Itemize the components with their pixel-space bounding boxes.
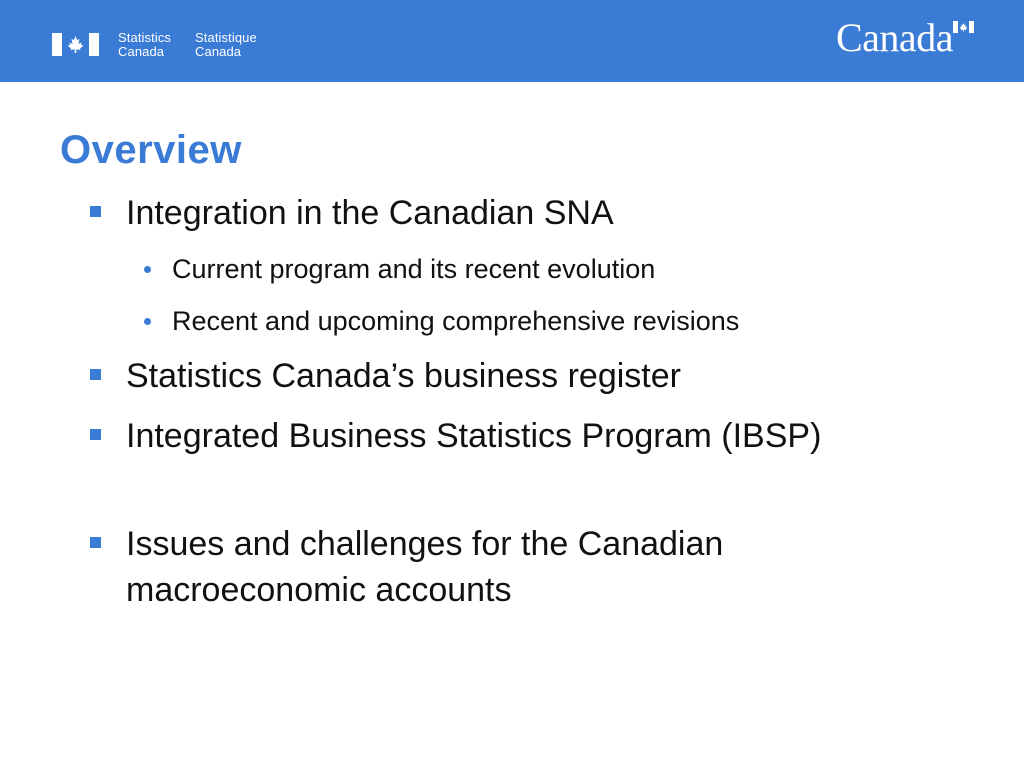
sub-bullet-item: [172, 253, 932, 285]
bullet-item: [126, 413, 846, 459]
square-bullet-icon: [90, 429, 101, 440]
round-bullet-icon: [144, 266, 151, 273]
bullet-text: Statistics Canada’s business register: [126, 357, 681, 395]
sub-bullet-text: Recent and upcoming comprehensive revisions: [172, 306, 740, 336]
bullet-item: [126, 353, 846, 399]
bullet-text: Integrated Business Statistics Program (IBSP): [126, 417, 822, 455]
canada-wordmark-text: Canada: [836, 15, 953, 60]
agency-fr-line1: Statistique: [195, 30, 257, 45]
agency-en-line1: Statistics: [118, 30, 172, 45]
bullet-text: Issues and challenges for the Canadian macroeconomic accounts: [126, 525, 724, 609]
bullet-item: [126, 521, 846, 613]
agency-en-line2: Canada: [118, 44, 165, 59]
slide-title: Overview: [60, 128, 242, 172]
square-bullet-icon: [90, 206, 101, 217]
sub-bullet-text: Current program and its recent evolution: [172, 254, 656, 284]
square-bullet-icon: [90, 537, 101, 548]
sub-bullet-item: [172, 305, 932, 337]
bullet-text: Integration in the Canadian SNA: [126, 194, 614, 232]
bullet-item: [126, 190, 846, 236]
agency-fr-line2: Canada: [195, 44, 242, 59]
square-bullet-icon: [90, 369, 101, 380]
round-bullet-icon: [144, 318, 151, 325]
